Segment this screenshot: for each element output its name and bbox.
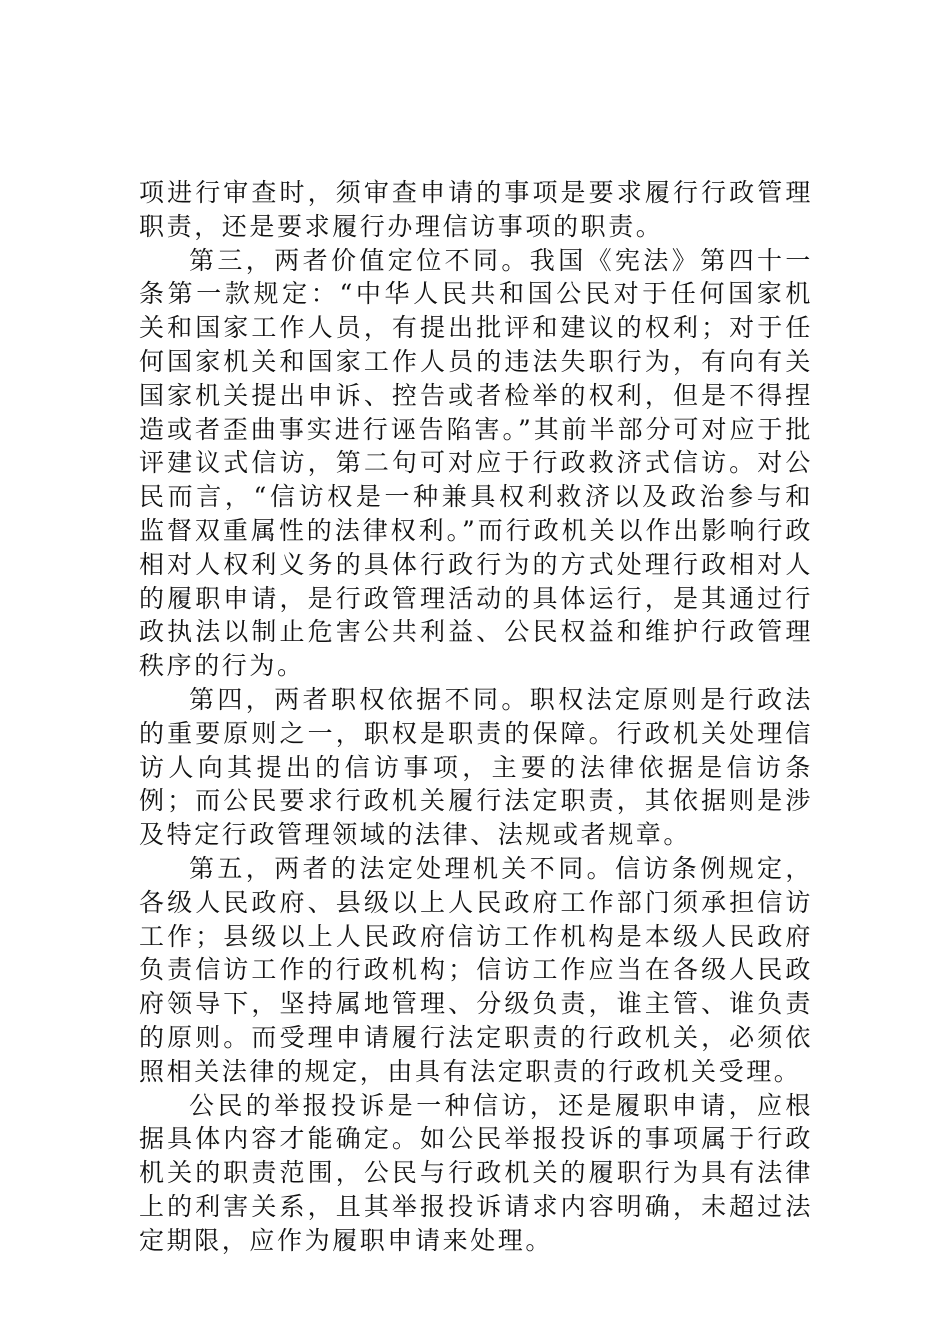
- paragraph-fourth-point: 第四，两者职权依据不同。职权法定原则是行政法的重要原则之一，职权是职责的保障。行政机关处理信访人向其提出的信访事项，主要的法律依据是信访条例；而公民要求行政机关履行法定职责，其依据则是涉及特定行政管理领域的法律、法规或者规章。: [139, 684, 813, 850]
- paragraph-third-point: 第三，两者价值定位不同。我国《宪法》第四十一条第一款规定：“中华人民共和国公民对于任何国家机关和国家工作人员，有提出批评和建议的权利；对于任何国家机关和国家工作人员的违法失职行为，有向有关国家机关提出申诉、控告或者检举的权利，但是不得捏造或者歪曲事实进行诬告陷害。”其前半部分可对应于批评建议式信访，第二句可对应于行政救济式信访。对公民而言，“信访权是一种兼具权利救济以及政治参与和监督双重属性的法律权利。”而行政机关以作出影响行政相对人权利义务的具体行政行为的方式处理行政相对人的履职申请，是行政管理活动的具体运行，是其通过行政执法以制止危害公共利益、公民权益和维护行政管理秩序的行为。: [139, 245, 813, 681]
- document-body: [139, 176, 813, 1258]
- paragraph-continuation: 项进行审查时，须审查申请的事项是要求履行行政管理职责，还是要求履行办理信访事项的职责。: [139, 178, 813, 241]
- paragraph-conclusion: 公民的举报投诉是一种信访，还是履职申请，应根据具体内容才能确定。如公民举报投诉的事项属于行政机关的职责范围，公民与行政机关的履职行为具有法律上的利害关系，且其举报投诉请求内容明确，未超过法定期限，应作为履职申请来处理。: [139, 1090, 813, 1255]
- paragraph-fifth-point: 第五，两者的法定处理机关不同。信访条例规定，各级人民政府、县级以上人民政府工作部门须承担信访工作；县级以上人民政府信访工作机构是本级人民政府负责信访工作的行政机构；信访工作应当在各级人民政府领导下，坚持属地管理、分级负责，谁主管、谁负责的原则。而受理申请履行法定职责的行政机关，必须依照相关法律的规定，由具有法定职责的行政机关受理。: [139, 853, 813, 1086]
